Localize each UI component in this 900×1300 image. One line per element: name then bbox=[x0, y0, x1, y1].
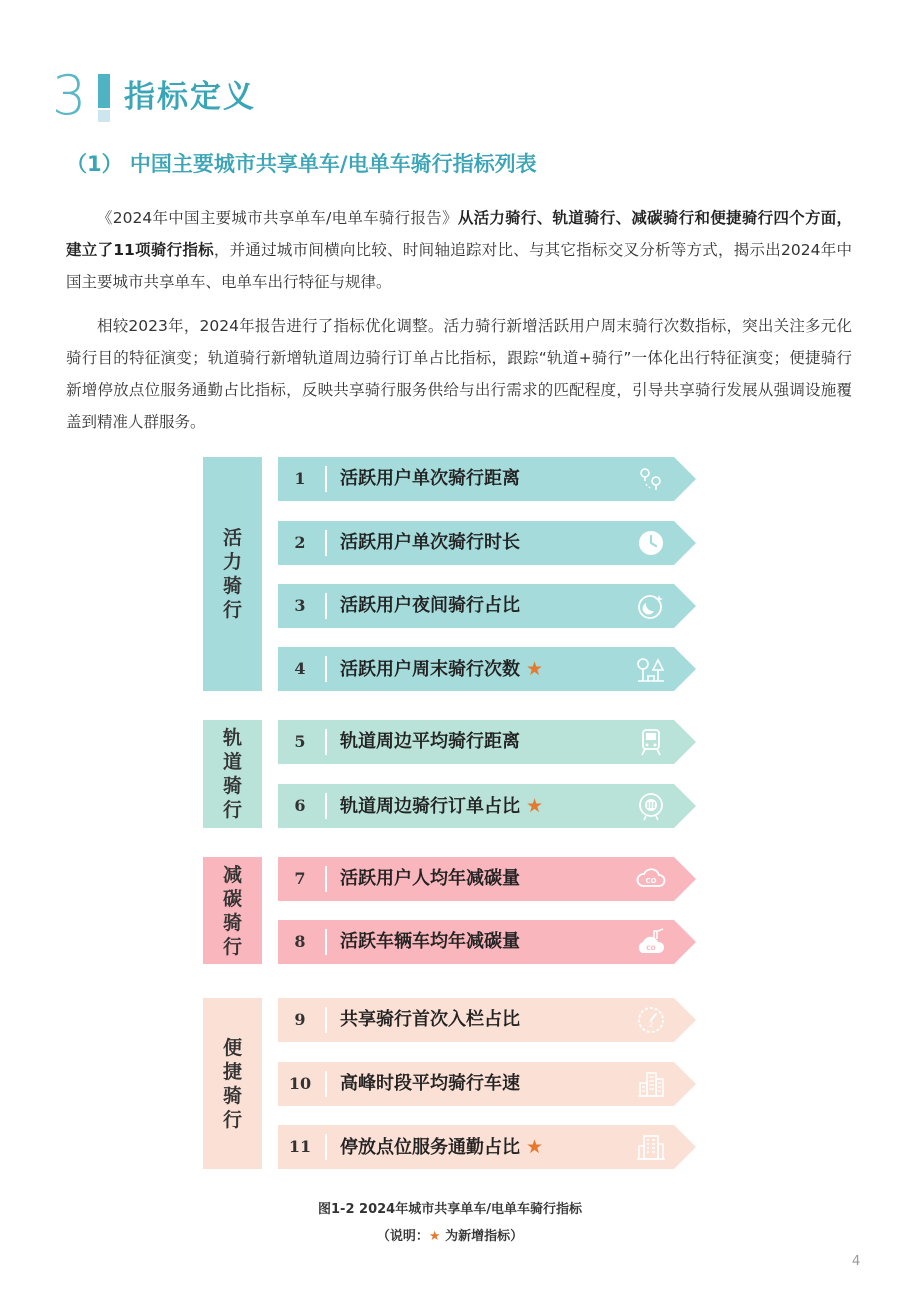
group-label: 活 力 骑 行 bbox=[222, 527, 242, 621]
co2-factory-icon bbox=[636, 927, 666, 957]
moon-stars-icon bbox=[636, 591, 666, 621]
group-label: 便 捷 骑 行 bbox=[222, 1036, 242, 1131]
indicator-label: 活跃用户单次骑行时长 bbox=[340, 532, 520, 553]
indicator-number: 6 bbox=[294, 796, 306, 815]
location-pins-icon bbox=[636, 464, 666, 494]
divider bbox=[325, 929, 327, 955]
indicator-number: 7 bbox=[294, 869, 306, 888]
intro-paragraph bbox=[66, 202, 852, 298]
divider bbox=[325, 729, 327, 755]
indicator-row bbox=[278, 1062, 696, 1106]
para1-bold-text: 从活力骑行、轨道骑行、减碳骑行和便捷骑行四个方面，建立了11项骑行指标 bbox=[66, 209, 852, 259]
group-label: 减 碳 骑 行 bbox=[222, 863, 242, 958]
indicator-row bbox=[278, 784, 696, 828]
indicator-number: 3 bbox=[294, 596, 306, 615]
indicator-label: 活跃用户夜间骑行占比 bbox=[340, 595, 520, 616]
indicator-label: 活跃用户人均年减碳量 bbox=[340, 868, 520, 889]
svg-text:CO: CO bbox=[646, 945, 656, 952]
figure-caption: 图1-2 2024年城市共享单车/电单车骑行指标 bbox=[318, 1202, 582, 1217]
indicator-row bbox=[278, 521, 696, 565]
indicator-number: 2 bbox=[294, 533, 306, 552]
indicator-number: 11 bbox=[288, 1137, 312, 1156]
indicator-number: 9 bbox=[294, 1010, 306, 1029]
indicator-number: 10 bbox=[288, 1074, 312, 1093]
indicator-label: 活跃用户单次骑行距离 bbox=[340, 468, 520, 489]
indicator-label: 轨道周边骑行订单占比 ★ bbox=[340, 784, 543, 828]
group-label: 轨 道 骑 行 bbox=[222, 727, 242, 821]
buildings-icon bbox=[636, 1069, 666, 1099]
indicator-label: 共享骑行首次入栏占比 bbox=[340, 1009, 520, 1030]
divider bbox=[325, 1134, 327, 1160]
indicator-number: 1 bbox=[294, 469, 306, 488]
group-vitality-riding bbox=[203, 457, 262, 691]
indicator-label: 轨道周边平均骑行距离 bbox=[340, 731, 520, 752]
section-number: 3 bbox=[52, 64, 87, 127]
divider bbox=[325, 466, 327, 492]
co2-cloud-icon bbox=[636, 864, 666, 894]
para1-text-b: ，并通过城市间横向比较、时间轴追踪对比、与其它指标交叉分析等方式，揭示出2024年中国主要城市共享单车、电单车出行特征与规律。 bbox=[66, 241, 853, 291]
star-icon: ★ bbox=[526, 795, 544, 817]
indicator-row bbox=[278, 584, 696, 628]
page-number: 4 bbox=[852, 1254, 861, 1269]
divider bbox=[325, 866, 327, 892]
svg-text:CO: CO bbox=[645, 877, 657, 885]
indicator-row bbox=[278, 647, 696, 691]
indicator-label: 活跃用户周末骑行次数 ★ bbox=[340, 647, 543, 691]
adjustment-paragraph: 相较2023年，2024年报告进行了指标优化调整。活力骑行新增活跃用户周末骑行次数指标，突出关注多元化骑行目的特征演变；轨道骑行新增轨道周边骑行订单占比指标，跟踪“轨道+骑行”一体化出行特征演变；便捷骑行新增停放点位服务通勤占比指标，反映共享骑行服务供给与出行需求的匹配程度，引导共享骑行发展从强调设施覆盖到精准人群服务。 bbox=[66, 317, 852, 431]
indicator-row bbox=[278, 720, 696, 764]
indicator-label: 活跃车辆车均年减碳量 bbox=[340, 931, 520, 952]
clock-icon bbox=[636, 528, 666, 558]
section-accent-bar bbox=[98, 74, 110, 122]
metro-badge-icon bbox=[636, 791, 666, 821]
indicator-number: 8 bbox=[294, 932, 306, 951]
group-carbon-reduction-riding bbox=[203, 857, 262, 964]
indicator-row bbox=[278, 1125, 696, 1169]
indicator-row bbox=[278, 920, 696, 964]
subsection-title: （1） 中国主要城市共享单车/电单车骑行指标列表 bbox=[66, 152, 537, 176]
indicator-row bbox=[278, 457, 696, 501]
divider bbox=[325, 656, 327, 682]
star-icon: ★ bbox=[526, 658, 544, 680]
indicator-label: 高峰时段平均骑行车速 bbox=[340, 1073, 520, 1094]
divider bbox=[325, 530, 327, 556]
office-building-icon bbox=[636, 1132, 666, 1162]
indicator-row bbox=[278, 857, 696, 901]
group-convenient-riding bbox=[203, 998, 262, 1169]
divider bbox=[325, 1071, 327, 1097]
section-title: 指标定义 bbox=[124, 79, 256, 115]
indicator-number: 4 bbox=[294, 659, 306, 678]
divider bbox=[325, 793, 327, 819]
figure-note: （说明：★ 为新增指标） bbox=[376, 1229, 524, 1244]
star-icon: ★ bbox=[526, 1136, 544, 1158]
indicator-row bbox=[278, 998, 696, 1042]
group-rail-riding bbox=[203, 720, 262, 828]
divider bbox=[325, 1007, 327, 1033]
svg-text:2: 2 bbox=[648, 1020, 654, 1029]
train-icon bbox=[636, 727, 666, 757]
park-bench-icon bbox=[636, 654, 666, 684]
indicator-number: 5 bbox=[294, 732, 306, 751]
divider bbox=[325, 593, 327, 619]
gauge-icon bbox=[636, 1005, 666, 1035]
indicator-label: 停放点位服务通勤占比 ★ bbox=[340, 1125, 543, 1169]
para1-text-a: 《2024年中国主要城市共享单车/电单车骑行报告》 bbox=[97, 209, 458, 227]
star-icon: ★ bbox=[428, 1229, 441, 1244]
